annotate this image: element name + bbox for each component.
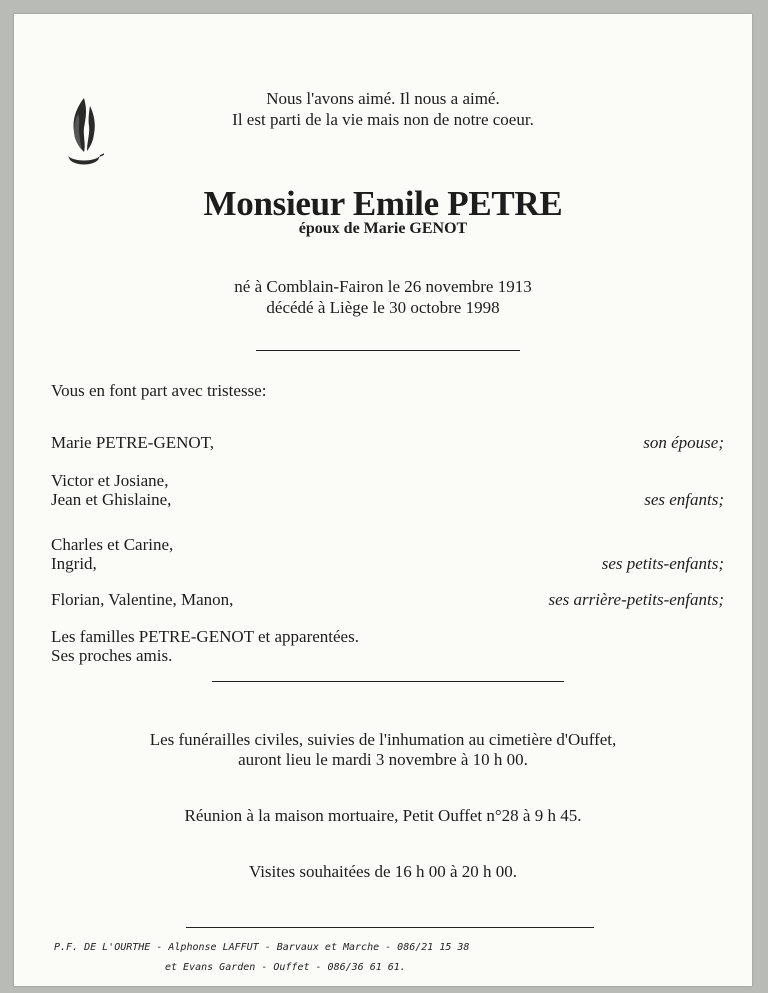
family-names: [51, 433, 214, 452]
family-row: [51, 535, 724, 573]
family-name-line: Florian, Valentine, Manon,: [51, 590, 234, 609]
family-relation: ses arrière-petits-enfants;: [548, 590, 724, 609]
family-name-line: Victor et Josiane,: [51, 471, 169, 490]
family-name-line: Ingrid,: [51, 554, 97, 573]
visiting-hours: Visites souhaitées de 16 h 00 à 20 h 00.: [248, 862, 518, 881]
ceremony-line-1: Les funérailles civiles, suivies de l'inhumation au cimetière d'Ouffet,: [149, 730, 617, 749]
life-dates: [14, 276, 752, 318]
family-names: [51, 590, 233, 609]
funeral-home-footer: [54, 938, 469, 978]
meeting-info: Réunion à la maison mortuaire, Petit Ouffet n°28 à 9 h 45.: [184, 806, 582, 825]
announcement-intro: Vous en font part avec tristesse:: [51, 381, 267, 400]
family-name-line: Marie PETRE-GENOT,: [51, 433, 215, 452]
divider: [212, 681, 564, 682]
motto-line-2: Il est parti de la vie mais non de notre coeur.: [232, 110, 534, 129]
motto-line-1: Nous l'avons aimé. Il nous a aimé.: [266, 89, 500, 108]
family-names: [51, 471, 171, 509]
friends-line: Ses proches amis.: [51, 646, 173, 665]
family-row: [51, 590, 724, 609]
deceased-name: Monsieur Emile PETRE: [203, 184, 563, 223]
families-line: Les familles PETRE-GENOT et apparentées.: [51, 627, 359, 646]
ceremony-line-2: auront lieu le mardi 3 novembre à 10 h 00.: [238, 750, 528, 769]
birth-line: né à Comblain-Fairon le 26 novembre 1913: [234, 277, 532, 296]
death-line: décédé à Liège le 30 octobre 1998: [266, 298, 500, 317]
family-relation: ses petits-enfants;: [601, 554, 724, 573]
footer-line-1: P.F. DE L'OURTHE - Alphonse LAFFUT - Barvaux et Marche - 086/21 15 38: [54, 942, 470, 953]
footer-line-2: et Evans Garden - Ouffet - 086/36 61 61.: [165, 962, 406, 973]
family-names: [51, 535, 173, 573]
family-name-line: Charles et Carine,: [51, 535, 174, 554]
family-relation: son épouse;: [643, 433, 724, 452]
spouse-line: époux de Marie GENOT: [298, 220, 468, 237]
funeral-card: [14, 14, 752, 986]
divider: [186, 927, 594, 928]
family-relation: ses enfants;: [644, 490, 724, 509]
family-name-line: Jean et Ghislaine,: [51, 490, 172, 509]
family-row: [51, 471, 724, 509]
motto: [14, 88, 752, 130]
ceremony-info: [14, 730, 752, 770]
extended-families: [51, 627, 359, 665]
family-row: [51, 433, 724, 452]
divider: [256, 350, 520, 351]
